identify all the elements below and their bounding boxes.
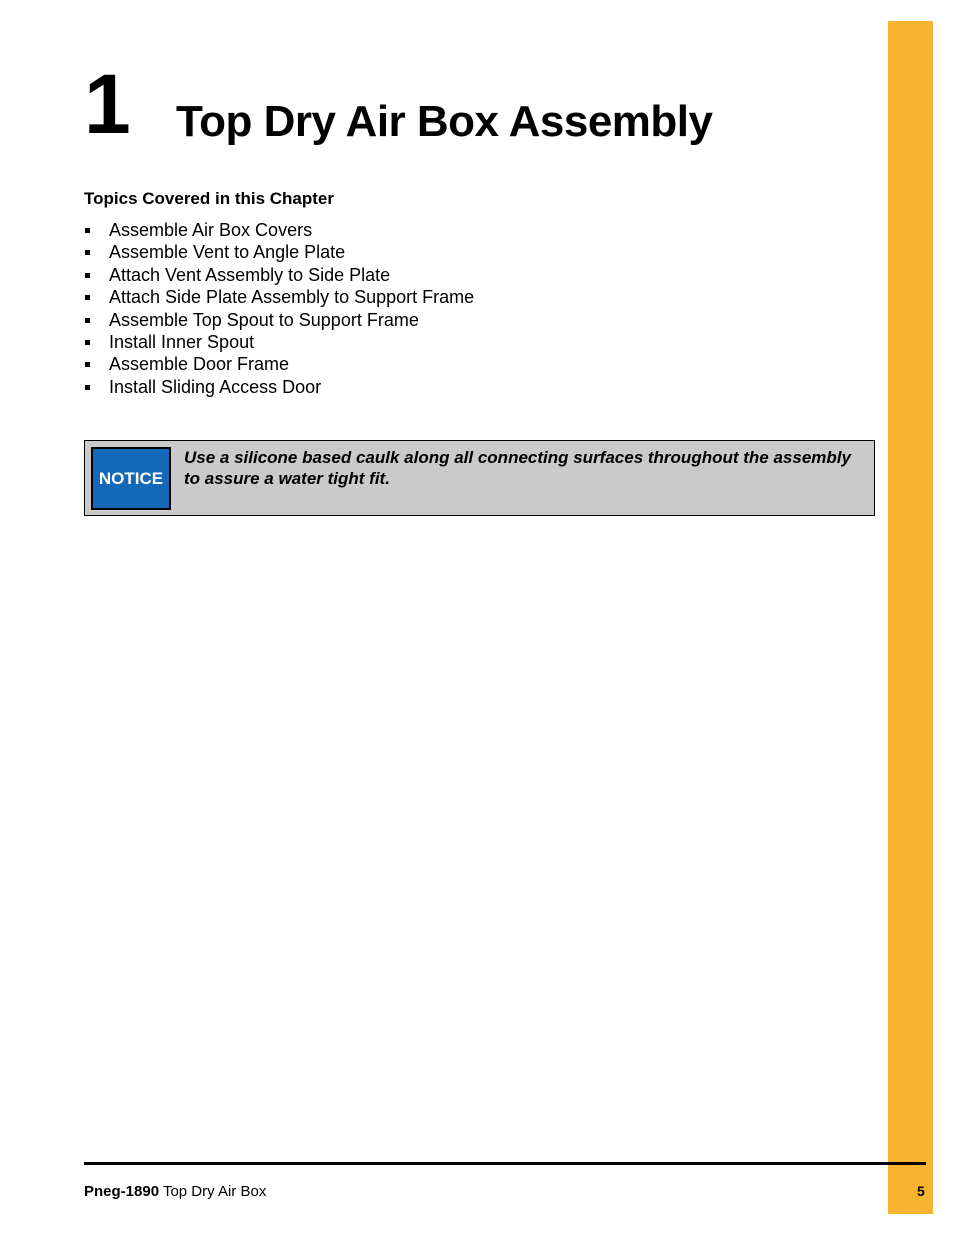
topic-label: Attach Side Plate Assembly to Support Frame	[109, 287, 475, 308]
chapter-title: Top Dry Air Box Assembly	[176, 97, 713, 146]
list-item	[84, 241, 474, 263]
page-number: 5	[917, 1183, 925, 1199]
footer-doc-title: Top Dry Air Box	[162, 1183, 267, 1200]
list-item	[84, 309, 474, 331]
list-item	[84, 286, 474, 308]
list-item	[84, 219, 474, 241]
bullet-icon	[85, 362, 90, 367]
topic-label: Install Inner Spout	[109, 331, 255, 352]
topic-label: Assemble Top Spout to Support Frame	[109, 309, 419, 330]
topics-heading: Topics Covered in this Chapter	[84, 189, 335, 208]
bullet-icon	[85, 273, 90, 278]
bullet-icon	[85, 228, 90, 233]
chapter-side-tab	[888, 21, 933, 1214]
bullet-icon	[85, 385, 90, 390]
footer-doc-number: Pneg-1890	[84, 1183, 160, 1200]
topic-label: Assemble Door Frame	[109, 354, 290, 375]
chapter-number: 1	[84, 57, 129, 151]
topic-list	[84, 219, 474, 398]
footer-doc-info	[84, 1183, 266, 1200]
notice-text: Use a silicone based caulk along all connecting surfaces throughout the assembly to assure a water tight fit.	[184, 448, 851, 488]
notice-box	[84, 440, 875, 516]
topic-label: Attach Vent Assembly to Side Plate	[109, 264, 391, 285]
topic-label: Assemble Vent to Angle Plate	[109, 242, 346, 263]
topic-label: Assemble Air Box Covers	[109, 220, 313, 240]
bullet-icon	[85, 250, 90, 255]
list-item	[84, 376, 474, 398]
notice-badge	[91, 447, 171, 510]
notice-label: NOTICE	[98, 468, 164, 488]
bullet-icon	[85, 340, 90, 345]
list-item	[84, 264, 474, 286]
list-item	[84, 331, 474, 353]
bullet-icon	[85, 318, 90, 323]
footer-divider	[84, 1162, 926, 1165]
list-item	[84, 353, 474, 375]
bullet-icon	[85, 295, 90, 300]
topic-label: Install Sliding Access Door	[109, 376, 322, 397]
